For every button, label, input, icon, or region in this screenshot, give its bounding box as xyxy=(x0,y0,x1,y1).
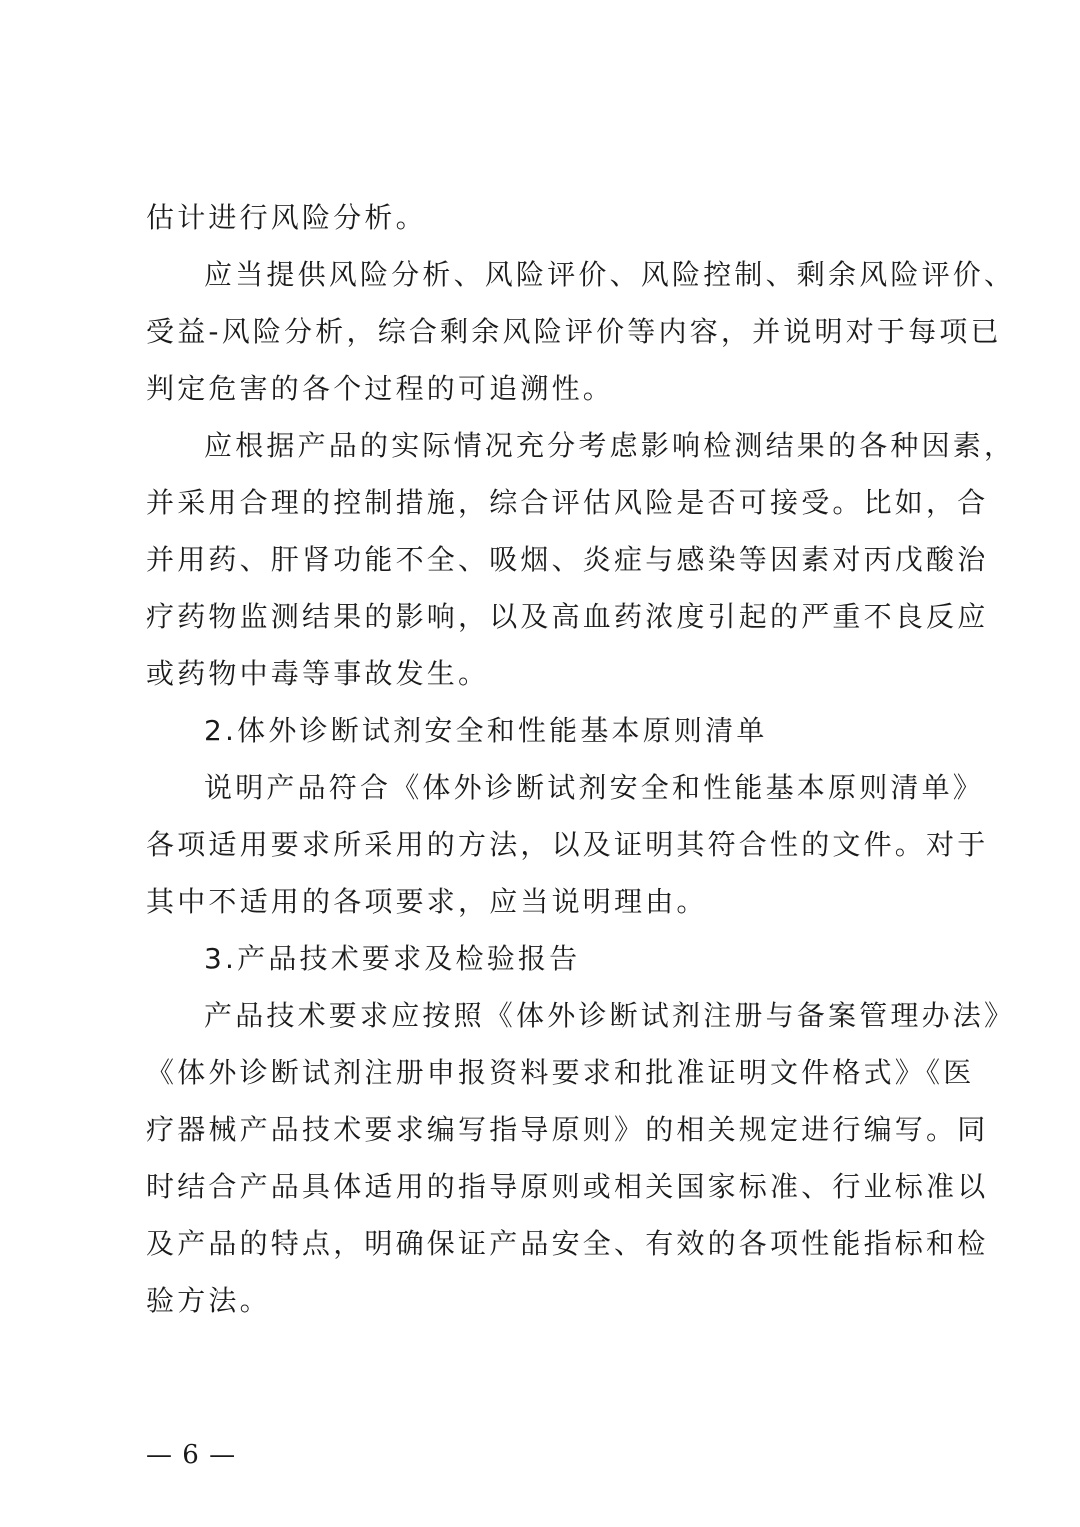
section-heading-2 xyxy=(146,702,938,759)
text-line: 应当提供风险分析、风险评价、风险控制、剩余风险评价、 xyxy=(204,258,1016,291)
heading-text: 2.体外诊断试剂安全和性能基本原则清单 xyxy=(204,714,768,747)
paragraph-risk-analysis-end xyxy=(146,189,938,246)
text-line: 其中不适用的各项要求，应当说明理由。 xyxy=(146,885,708,918)
text-line: 验方法。 xyxy=(146,1284,271,1317)
text-line: 时结合产品具体适用的指导原则或相关国家标准、行业标准以 xyxy=(146,1170,989,1203)
text-line: 估计进行风险分析。 xyxy=(146,201,427,234)
text-line: 并采用合理的控制措施，综合评估风险是否可接受。比如，合 xyxy=(146,486,989,519)
text-line: 判定危害的各个过程的可追溯性。 xyxy=(146,372,615,405)
document-body xyxy=(146,189,1016,1329)
page-number: — 6 — xyxy=(146,1440,237,1470)
heading-text: 3.产品技术要求及检验报告 xyxy=(204,942,581,975)
paragraph-principles xyxy=(146,759,989,930)
text-line: 应根据产品的实际情况充分考虑影响检测结果的各种因素， xyxy=(204,429,1016,462)
text-line: 受益-风险分析，综合剩余风险评价等内容，并说明对于每项已 xyxy=(146,315,1002,348)
text-line: 产品技术要求应按照《体外诊断试剂注册与备案管理办法》 xyxy=(204,999,1016,1032)
text-line: 《体外诊断试剂注册申报资料要求和批准证明文件格式》《医 xyxy=(146,1056,975,1089)
text-line: 说明产品符合《体外诊断试剂安全和性能基本原则清单》 xyxy=(204,771,985,804)
section-heading-3 xyxy=(146,930,938,987)
paragraph-factors xyxy=(146,417,1016,702)
text-line: 各项适用要求所采用的方法，以及证明其符合性的文件。对于 xyxy=(146,828,989,861)
text-line: 疗器械产品技术要求编写指导原则》的相关规定进行编写。同 xyxy=(146,1113,989,1146)
text-line: 并用药、肝肾功能不全、吸烟、炎症与感染等因素对丙戊酸治 xyxy=(146,543,989,576)
paragraph-technical-requirements xyxy=(146,987,1016,1329)
paragraph-risk-content xyxy=(146,246,1016,417)
text-line: 或药物中毒等事故发生。 xyxy=(146,657,490,690)
text-line: 疗药物监测结果的影响，以及高血药浓度引起的严重不良反应 xyxy=(146,600,989,633)
text-line: 及产品的特点，明确保证产品安全、有效的各项性能指标和检 xyxy=(146,1227,989,1260)
